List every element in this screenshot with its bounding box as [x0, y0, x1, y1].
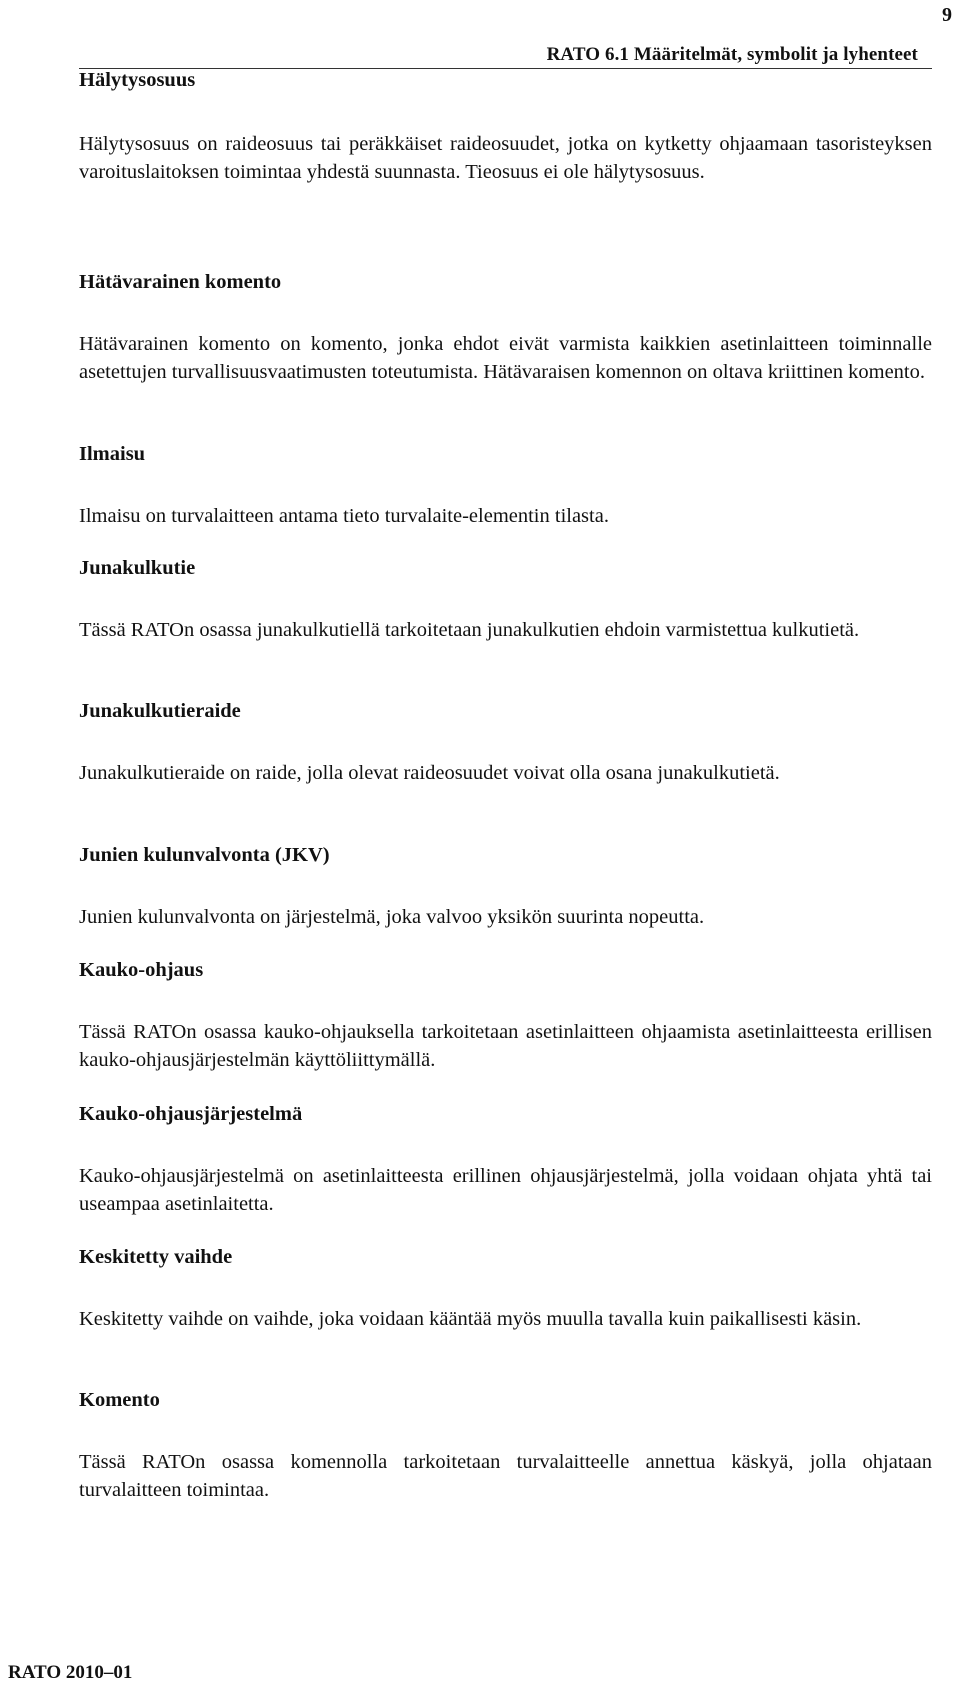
term-definition: Junakulkutieraide on raide, jolla olevat raideosuudet voivat olla osana junakulkutietä.	[79, 762, 780, 784]
definition-entry	[79, 66, 932, 186]
term-definition: Hätävarainen komento on komento, jonka ehdot eivät varmista kaikkien asetinlaitteen toiminnalle asetettujen turvallisuusvaatimusten toteutumista. Hätävaraisen komennon on oltava kriittinen komento.	[79, 333, 932, 383]
term-heading: Hätävarainen komento	[79, 271, 282, 293]
running-header-title: RATO 6.1 Määritelmät, symbolit ja lyhenteet	[546, 44, 918, 65]
term-definition: Keskitetty vaihde on vaihde, joka voidaan kääntää myös muulla tavalla kuin paikallisesti käsin.	[79, 1308, 862, 1330]
term-definition: Hälytysosuus on raideosuus tai peräkkäiset raideosuudet, jotka on kytketty ohjaamaan tasoristeyksen varoituslaitoksen toimintaa yhdestä suunnasta. Tieosuus ei ole hälytysosuus.	[79, 133, 932, 183]
definition-entry	[79, 268, 932, 386]
term-definition: Junien kulunvalvonta on järjestelmä, joka valvoo yksikön suurinta nopeutta.	[79, 906, 705, 928]
term-heading: Junakulkutie	[79, 557, 196, 579]
term-definition: Tässä RATOn osassa junakulkutiellä tarkoitetaan junakulkutien ehdoin varmistettua kulkutietä.	[79, 619, 860, 641]
definition-entry	[79, 841, 932, 931]
definition-entry	[79, 1100, 932, 1218]
term-heading: Ilmaisu	[79, 443, 146, 465]
term-heading: Junien kulunvalvonta (JKV)	[79, 844, 330, 866]
definition-entry	[79, 956, 932, 1074]
definition-entry	[79, 1386, 932, 1504]
term-heading: Komento	[79, 1389, 160, 1411]
term-heading: Kauko-ohjaus	[79, 959, 204, 981]
page-number: 9	[942, 4, 952, 26]
definition-entry	[79, 1243, 932, 1333]
term-heading: Kauko-ohjausjärjestelmä	[79, 1103, 303, 1125]
term-definition: Tässä RATOn osassa kauko-ohjauksella tarkoitetaan asetinlaitteen ohjaamista asetinlaitteesta erillisen kauko-ohjausjärjestelmän käyttöliittymällä.	[79, 1021, 932, 1071]
term-heading: Junakulkutieraide	[79, 700, 241, 722]
definition-entry	[79, 697, 932, 787]
definition-entry	[79, 554, 932, 644]
footer-document-id: RATO 2010–01	[8, 1662, 133, 1683]
term-definition: Tässä RATOn osassa komennolla tarkoitetaan turvalaitteelle annettua käskyä, jolla ohjataan turvalaitteen toimintaa.	[79, 1451, 932, 1501]
term-heading: Keskitetty vaihde	[79, 1246, 233, 1268]
term-heading: Hälytysosuus	[79, 69, 196, 91]
term-definition: Ilmaisu on turvalaitteen antama tieto turvalaite-elementin tilasta.	[79, 505, 609, 527]
term-definition: Kauko-ohjausjärjestelmä on asetinlaitteesta erillinen ohjausjärjestelmä, jolla voidaan ohjata yhtä tai useampaa asetinlaitetta.	[79, 1165, 932, 1215]
definition-entry	[79, 440, 932, 530]
